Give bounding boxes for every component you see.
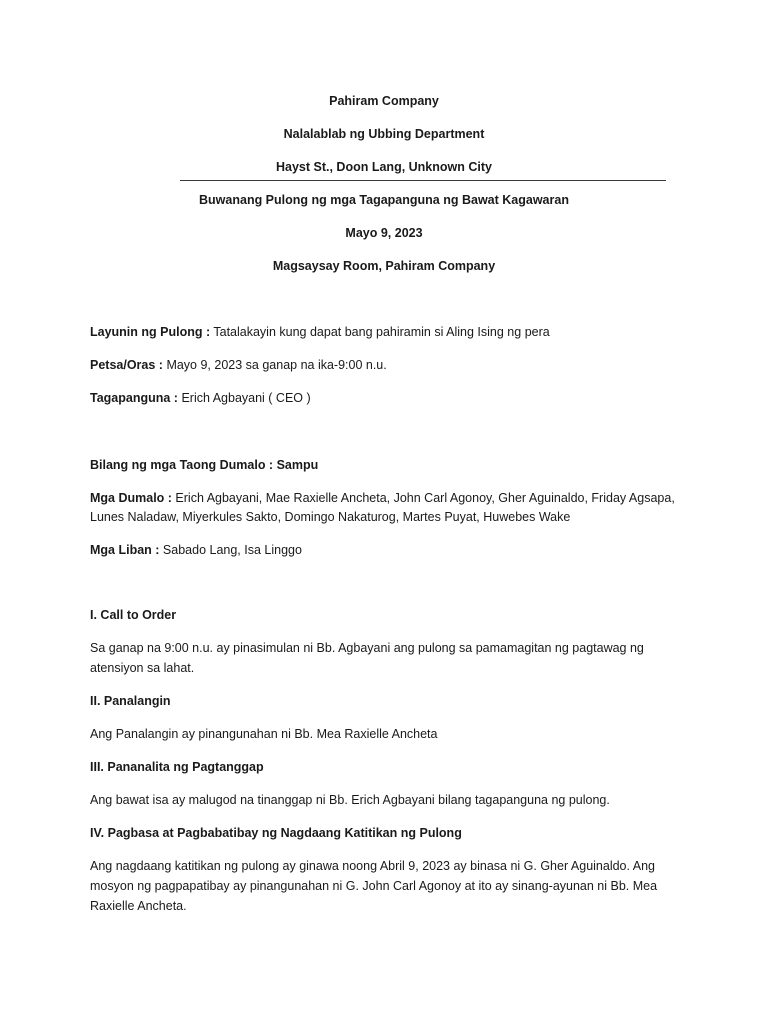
company-name: Pahiram Company bbox=[329, 94, 439, 108]
tagapanguna-label: Tagapanguna : bbox=[90, 391, 178, 405]
dumalo-line-2 bbox=[90, 508, 690, 527]
section-4-text-line1: Ang nagdaang katitikan ng pulong ay ginawa noong Abril 9, 2023 ay binasa ni G. Gher Aguinaldo. Ang bbox=[90, 859, 656, 873]
bilang-label: Bilang ng mga Taong Dumalo : bbox=[90, 458, 274, 472]
layunin-label: Layunin ng Pulong : bbox=[90, 325, 211, 339]
section-2-text-line1: Ang Panalangin ay pinangunahan ni Bb. Mea Raxielle Ancheta bbox=[90, 727, 438, 741]
tagapanguna-line bbox=[90, 389, 690, 408]
dumalo-value-line1: Erich Agbayani, Mae Raxielle Ancheta, John Carl Agonoy, Gher Aguinaldo, Friday Agsapa, bbox=[171, 491, 675, 505]
section-4-text-line2: mosyon ng pagpapatibay ay pinangunahan ni G. John Carl Agonoy at ito ay sinang-ayunan ni Bb. Mea bbox=[90, 879, 658, 893]
section-2-heading: II. Panalangin bbox=[90, 694, 171, 708]
section-1-text-line1: Sa ganap na 9:00 n.u. ay pinasimulan ni Bb. Agbayani ang pulong sa pamamagitan ng pagtawag ng bbox=[90, 641, 644, 655]
tagapanguna-value: Erich Agbayani ( CEO ) bbox=[177, 391, 311, 405]
bilang-line bbox=[90, 456, 690, 475]
section-4-text-line3: Raxielle Ancheta. bbox=[90, 899, 187, 913]
meeting-date: Mayo 9, 2023 bbox=[345, 226, 423, 240]
liban-line bbox=[90, 541, 690, 560]
company-address: Hayst St., Doon Lang, Unknown City bbox=[276, 160, 492, 174]
liban-value: Sabado Lang, Isa Linggo bbox=[159, 543, 302, 557]
bilang-value: Sampu bbox=[273, 458, 319, 472]
meeting-title: Buwanang Pulong ng mga Tagapanguna ng Bawat Kagawaran bbox=[199, 193, 569, 207]
petsa-line bbox=[90, 356, 690, 375]
meeting-venue: Magsaysay Room, Pahiram Company bbox=[272, 259, 496, 273]
dumalo-line bbox=[90, 489, 690, 508]
dumalo-label: Mga Dumalo : bbox=[90, 491, 172, 505]
layunin-value: Tatalakayin kung dapat bang pahiramin si Aling Ising ng pera bbox=[210, 325, 550, 339]
section-3-text-line1: Ang bawat isa ay malugod na tinanggap ni Bb. Erich Agbayani bilang tagapanguna ng pulong. bbox=[90, 793, 610, 807]
section-1-text-line2: atensiyon sa lahat. bbox=[90, 661, 195, 675]
section-1-heading: I. Call to Order bbox=[90, 608, 177, 622]
section-4-heading: IV. Pagbasa at Pagbabatibay ng Nagdaang Katitikan ng Pulong bbox=[90, 826, 462, 840]
department-name: Nalalablab ng Ubbing Department bbox=[283, 127, 485, 141]
liban-label: Mga Liban : bbox=[90, 543, 160, 557]
header-divider bbox=[180, 180, 666, 181]
petsa-label: Petsa/Oras : bbox=[90, 358, 163, 372]
layunin-line bbox=[90, 323, 690, 342]
section-3-heading: III. Pananalita ng Pagtanggap bbox=[90, 760, 264, 774]
dumalo-value-line2: Lunes Naladaw, Miyerkules Sakto, Domingo Nakaturog, Martes Puyat, Huwebes Wake bbox=[90, 510, 571, 524]
petsa-value: Mayo 9, 2023 sa ganap na ika-9:00 n.u. bbox=[162, 358, 387, 372]
